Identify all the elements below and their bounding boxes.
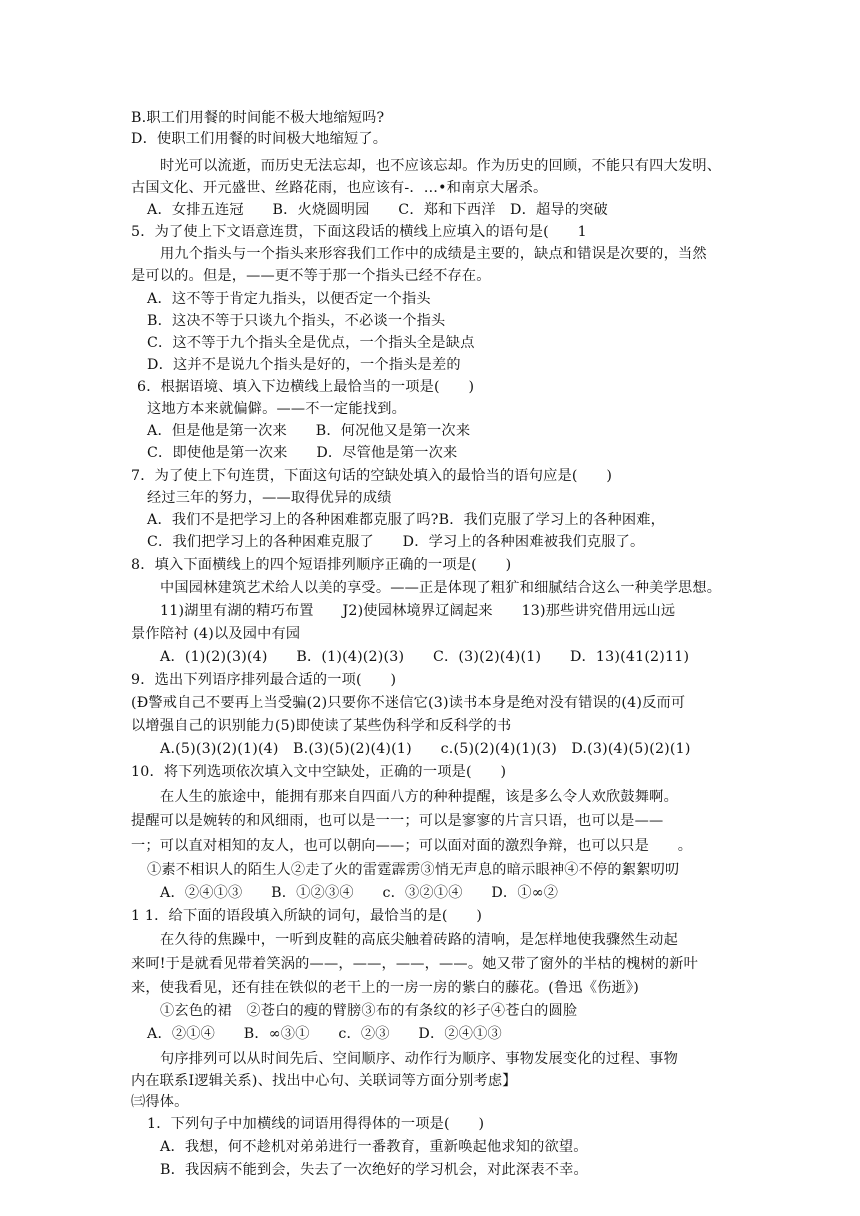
text-line: 是可以的。但是，——更不等于那一个指头已经不存在。 (131, 268, 491, 284)
option-b: B．这决不等于只谈九个指头，不必谈一个指头 (147, 313, 446, 329)
answer-options: C．即使他是第一次来 D．尽管他是第一次来 (147, 445, 458, 461)
text-line: 景作陪衬 (4)以及园中有园 (131, 626, 301, 642)
question-6: 6．根据语境、填入下边横线上最恰当的一项是( ) (137, 379, 475, 395)
text-line: 一；可以直对相知的友人，也可以朝向——；可以面对面的激烈争辩，也可以只是 。 (131, 838, 693, 854)
answer-options: A．但是他是第一次来 B．何况他又是第一次来 (147, 423, 471, 439)
question-5: 5．为了使上下文语意连贯，下面这段话的横线上应填入的语句是( 1 (131, 224, 587, 240)
text-line: D．使职工们用餐的时间极大地缩短了。 (131, 131, 388, 147)
text-line: B.职工们用餐的时间能不极大地缩短吗? (131, 110, 385, 126)
text-line: ①素不相识人的陌生人②走了火的雷霆霹雳③悄无声息的暗示眼神④不停的絮絮叨叨 (147, 862, 680, 878)
text-line: 在久待的焦躁中，一听到皮鞋的高底尖触着砖路的清响，是怎样地使我骤然生动起 (160, 932, 678, 948)
question-8: 8．填入下面横线上的四个短语排列顺序正确的一项是( ) (131, 557, 512, 573)
text-line: 来，使我看见，还有挂在铁似的老干上的一房一房的紫白的藤花。(鲁迅《伤逝》) (131, 980, 639, 996)
answer-options: C．我们把学习上的各种困难克服了 D．学习上的各种困难被我们克服了。 (147, 534, 645, 550)
text-line: 古国文化、开元盛世、丝路花雨，也应该有-．…•和南京大屠杀。 (131, 180, 548, 196)
text-line: 中国园林建筑艺术给人以美的享受。——正是体现了粗犷和细腻结合这么一种美学思想。 (160, 580, 722, 596)
text-line: 经过三年的努力，——取得优异的成绩 (147, 490, 392, 506)
text-line: 在人生的旅途中，能拥有那来自四面八方的种种提醒，该是多么令人欢欣鼓舞啊。 (160, 789, 678, 805)
text-line: ①玄色的裙 ②苍白的瘦的臂膀③布的有条纹的衫子④苍白的圆脸 (160, 1003, 578, 1019)
text-line: 句序排列可以从时间先后、空间顺序、动作行为顺序、事物发展变化的过程、事物 (160, 1051, 678, 1067)
option-c: C．这不等于九个指头全是优点，一个指头全是缺点 (147, 335, 475, 351)
section-heading: ㈢得体。 (131, 1094, 189, 1110)
text-line: 用九个指头与一个指头来形容我们工作中的成绩是主要的，缺点和错误是次要的，当然 (160, 246, 707, 262)
option-a: A．这不等于肯定九指头，以便否定一个指头 (147, 291, 431, 307)
text-line: 这地方本来就偏僻。——不一定能找到。 (147, 401, 406, 417)
option-b: B．我因病不能到会，失去了一次绝好的学习机会，对此深表不幸。 (160, 1162, 588, 1178)
text-line: 11)湖里有湖的精巧布置 J2)使园林境界辽阔起来 13)那些讲究借用远山远 (160, 603, 676, 619)
text-line: 提醒可以是婉转的和风细雨，也可以是一一；可以是寥寥的片言只语，也可以是—— (131, 813, 664, 829)
option-d: D．这并不是说九个指头是好的，一个指头是差的 (147, 357, 461, 373)
answer-options: A．②④①③ B．①②③④ c．③②①④ D．①∞② (160, 885, 559, 901)
text-line: (Ð警戒自己不要再上当受骗(2)只要你不迷信它(3)读书本身是绝对没有错误的(4)反而可 (131, 695, 686, 711)
answer-options: A．(1)(2)(3)(4) B．(1)(4)(2)(3) C．(3)(2)(4)(1) D．13)(41(2)11) (160, 649, 690, 665)
question-10: 10．将下列选项依次填入文中空缺处，正确的一项是( ) (131, 764, 507, 780)
text-line: 内在联系I逻辑关系)、找出中心句、关联词等方面分别考虑】 (131, 1073, 517, 1089)
question-7: 7．为了使上下句连贯，下面这句话的空缺处填入的最恰当的语句应是( ) (131, 468, 613, 484)
question-11: 1 1．给下面的语段填入所缺的词句，最恰当的是( ) (131, 908, 483, 924)
answer-options: A．我们不是把学习上的各种困难都克服了吗?B．我们克服了学习上的各种困难， (147, 512, 666, 528)
answer-options: A.(5)(3)(2)(1)(4) B.(3)(5)(2)(4)(1) c.(5)(2)(4)(1)(3) D.(3)(4)(5)(2)(1) (160, 741, 691, 757)
answer-options: A．②①④ B．∞③① c．②③ D．②④①③ (147, 1026, 502, 1042)
text-line: 来呵!于是就看见带着笑涡的——，——，——，——。她又带了窗外的半枯的槐树的新叶 (131, 956, 699, 972)
text-line: 以增强自己的识别能力(5)即使读了某些伪科学和反科学的书 (131, 718, 512, 734)
answer-options: A．女排五连冠 B．火烧圆明园 C．郑和下西洋 D．超导的突破 (147, 202, 608, 218)
text-line: 时光可以流逝，而历史无法忘却，也不应该忘却。作为历史的回顾，不能只有四大发明、 (160, 158, 722, 174)
question-9: 9．选出下列语序排列最合适的一项( ) (131, 672, 397, 688)
question-1: 1．下列句子中加横线的词语用得得体的一项是( ) (147, 1116, 485, 1132)
option-a: A．我想，何不趁机对弟弟进行一番教育，重新唤起他求知的欲望。 (160, 1139, 588, 1155)
